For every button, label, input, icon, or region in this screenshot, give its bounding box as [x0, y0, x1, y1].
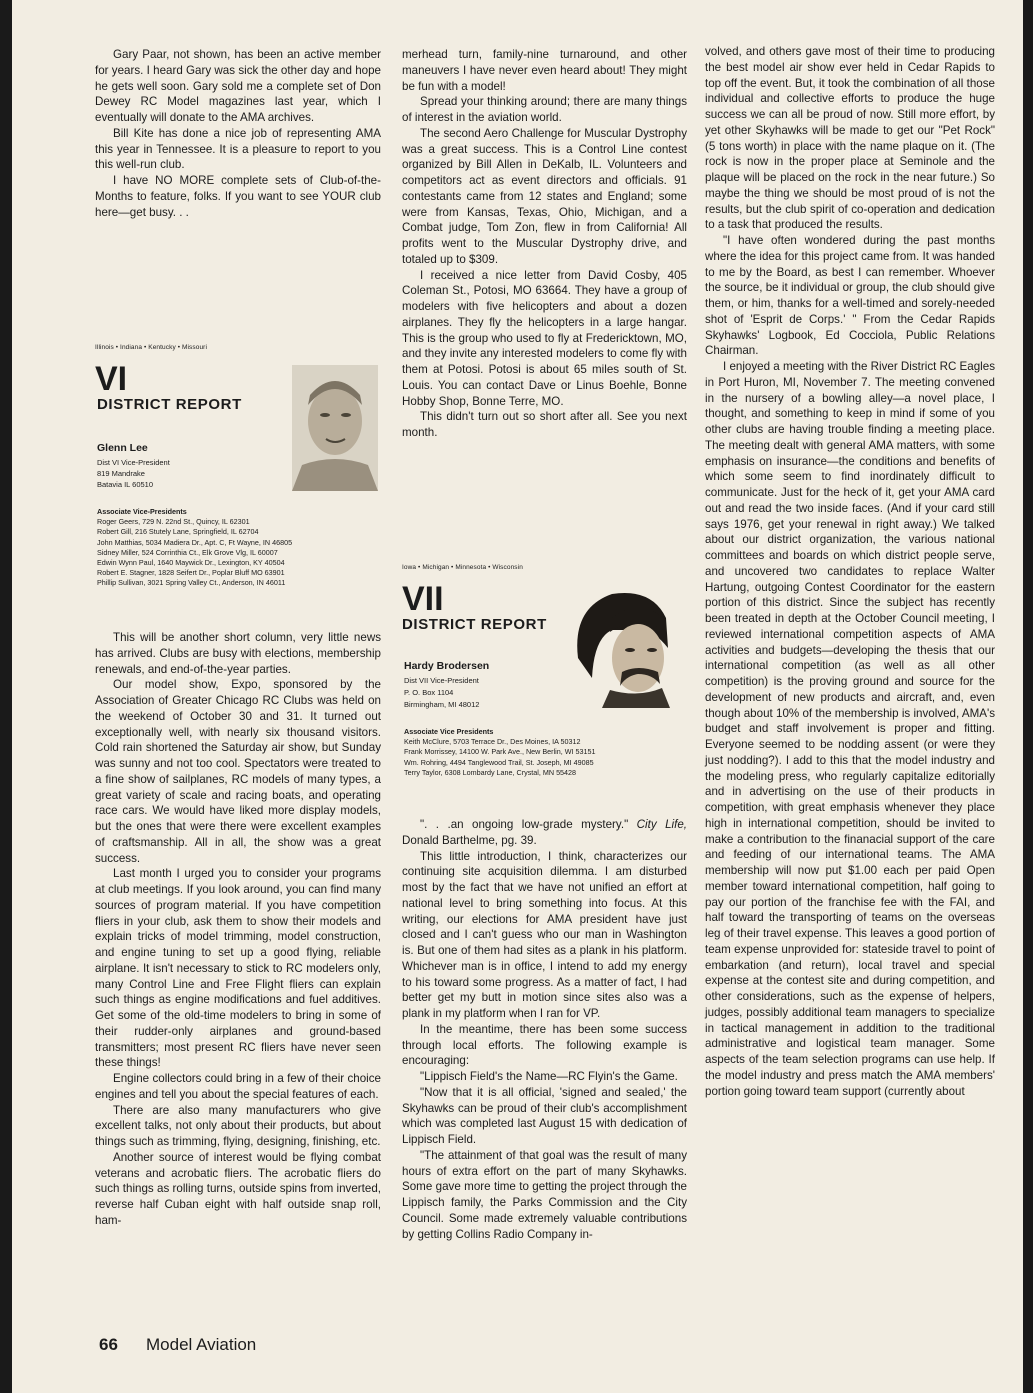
associate-line: John Matthias, 5034 Madiera Dr., Apt. C, Ft Wayne, IN 46805: [97, 537, 293, 547]
paragraph: "Lippisch Field's the Name—RC Flyin's the Game.: [420, 1070, 678, 1083]
district-6-vp-address1: 819 Mandrake: [97, 469, 145, 478]
associates-heading: Associate Vice Presidents: [404, 727, 494, 736]
paragraph: There are also many manufacturers who give excellent talks, not only about their products, but about things such as trimming, flying, designing, finishing, etc.: [95, 1103, 381, 1148]
district-6-vp-address2: Batavia IL 60510: [97, 480, 154, 489]
column-1-bottom: [95, 630, 381, 1229]
district-6-vp-photo: [292, 365, 378, 491]
district-7-vp-address1: P. O. Box 1104: [404, 688, 454, 697]
district-6-associates: [97, 507, 292, 589]
associate-line: Edwin Wynn Paul, 1640 Maywick Dr., Lexington, KY 40504: [97, 558, 285, 568]
district-6-numeral: VI: [95, 360, 128, 398]
paragraph: In the meantime, there has been some success through local efforts. The following example is encouraging:: [402, 1022, 687, 1068]
district-7-numeral: VII: [402, 580, 444, 618]
epigraph-quote: ". . .an ongoing low-grade mystery.": [420, 818, 629, 831]
paragraph: The second Aero Challenge for Muscular Dystrophy was a great success. This is a Control Line contest organized by Bill Allen in DeKalb, IL. Volunteers and competitors act as event directors and officials. 91 contestants came from 12 states and England; some were from Kansas, Texas, Ohio, Michigan, and a Combat judge, Tom Zon, flew in from California! All profits went to the Muscular Dystrophy drive, and totaled up to $309.: [402, 126, 687, 266]
associate-line: Roger Geers, 729 N. 22nd St., Quincy, IL 62301: [97, 517, 250, 527]
district-6-states: Illinois • Indiana • Kentucky • Missouri: [95, 344, 207, 351]
epigraph-source-title: City Life,: [636, 818, 687, 831]
epigraph: [402, 817, 687, 849]
epigraph-source: Donald Barthelme, pg. 39.: [402, 833, 537, 847]
paragraph: volved, and others gave most of their time to producing the best model air show ever held in Cedar Rapids to top off the event. But, it took the combination of all those individual and collective efforts to produce the huge success we can all be proud of now. Still more effort, by yet other Skyhawks will be made to get our "Pet Rock" (5 tons worth) in place with the name plaque on it. (The rock is now in the proper place at Seminole and the plaque will be placed on the rock in the near future.) So maybe the thing we should be most proud of is not the results, but the club spirit of co-operation and dedication to a task that produced the results.: [705, 45, 995, 232]
column-1-top: [95, 47, 381, 220]
associate-line: Terry Taylor, 6308 Lombardy Lane, Crystal, MN 55428: [404, 767, 577, 777]
associate-line: Sidney Miller, 524 Corrinthia Ct., Elk Grove Vlg, IL 60007: [97, 547, 278, 557]
paragraph: merhead turn, family-nine turnaround, and other maneuvers I have never even heard about! They might be fun with a model!: [402, 48, 687, 93]
paragraph: "I have often wondered during the past months where the idea for this project came from. It was handed to me by the Board, as best I can remember. Whoever the source, be it individual or group, the club should give them, or him, thanks for a well-timed and sorely-needed shot of 'Esprit de Corps.' " From the Cedar Rapids Skyhawks' Logbook, Ed Cocciola, Public Relations Chairman.: [705, 234, 995, 358]
district-6-vp-name: Glenn Lee: [97, 442, 148, 454]
column-2-top: [402, 47, 687, 441]
paragraph: Last month I urged you to consider your programs at club meetings. If you look around, you can find many sources of program material. If you have competition fliers in your club, ask them to show their models and explain tricks of model trimming, model construction, and engine tuning to set up a good flying, reliable airplane. It isn't necessary to stick to RC modelers only, many Control Line and Free Flight fliers can explain such things as engine modifications and fuel additives. Get some of the old-time modelers to bring in some of their rudder-only airplanes and ground-based transmitters; most present RC fliers have never seen these things!: [95, 867, 381, 1070]
district-7-vp-photo: [572, 588, 672, 708]
district-7-associates: [404, 727, 595, 778]
magazine-title: Model Aviation: [146, 1335, 257, 1354]
paragraph: This little introduction, I think, characterizes our continuing site acquisition dilemma. I am disturbed most by the fact that we have not unified an effort at national level to bring something into focus. At this writing, our elections for AMA president have just closed and I can't guess who our man in Washington is. But one of them had sites as a plank in his platform. Whichever man is in office, I intend to add my energy to his toward some progress. As a matter of fact, I had better get my butt in motion since sites also was a plank in my platform when I ran for VP.: [402, 849, 687, 1020]
district-7-vp-address2: Birmingham, MI 48012: [404, 700, 480, 709]
district-7-title: DISTRICT REPORT: [402, 616, 547, 633]
paragraph: I received a nice letter from David Cosby, 405 Coleman St., Potosi, MO 63664. They have a group of modelers with five helicopters and about a dozen airplanes. They fly the helicopters in a large hangar. This is the group who used to fly at Fredericktown, MO, and they invite any interested modelers to come fly with them at Potosi. Potosi is about 65 miles south of St. Louis. You can contact Dave or Linus Boehle, Bonne Hobby Shop, Bonne Terre, MO.: [402, 268, 687, 408]
associate-line: Robert E. Stagner, 1828 Seifert Dr., Poplar Bluff MO 63901: [97, 568, 285, 578]
district-6-vp-title: Dist VI Vice-President: [97, 458, 170, 467]
district-7-states: Iowa • Michigan • Minnesota • Wisconsin: [402, 564, 523, 571]
paragraph: Bill Kite has done a nice job of representing AMA this year in Tennessee. It is a pleasure to report to you this well-run club.: [95, 126, 381, 172]
paragraph: I have NO MORE complete sets of Club-of-the-Months to feature, folks. If you want to see YOUR club here—get busy. . .: [95, 174, 381, 219]
paragraph: Our model show, Expo, sponsored by the Association of Greater Chicago RC Clubs was held on the weekend of October 30 and 31. It turned out exceptionally well, with nearly six thousand visitors. Cold rain shortened the Saturday air show, but Sunday was sunny and not too cool. Spectators were treated to a fine show of sailplanes, RC models of many types, a great variety of scale and racing boats, and operating race cars. We would have liked more display models, but the ones that were there were excellent examples of craftsmanship. All in all, the show was a great success.: [95, 678, 381, 865]
district-7-vp-title: Dist VII Vice-President: [404, 676, 479, 685]
column-3: [705, 44, 995, 1099]
paragraph: Gary Paar, not shown, has been an active member for years. I heard Gary was sick the other day and hope he gets well soon. Gary sold me a complete set of Don Dewey RC Model magazines last year, which I eventually will donate to the AMA archives.: [95, 48, 381, 124]
associate-line: Phillip Sullivan, 3021 Spring Valley Ct., Anderson, IN 46011: [97, 578, 286, 588]
paragraph: This didn't turn out so short after all. See you next month.: [402, 410, 687, 439]
column-2-bottom: [402, 817, 687, 1242]
magazine-page: [12, 0, 1023, 1393]
associates-heading: Associate Vice-Presidents: [97, 507, 187, 516]
associate-line: Frank Morrissey, 14100 W. Park Ave., New Berlin, WI 53151: [404, 747, 596, 757]
associate-line: Wm. Rohring, 4494 Tanglewood Trail, St. Joseph, MI 49085: [404, 757, 594, 767]
paragraph: Engine collectors could bring in a few of their choice engines and tell you about the special features of each.: [95, 1072, 381, 1101]
paragraph: "Now that it is all official, 'signed and sealed,' the Skyhawks can be proud of their club's accomplishment which was completed last August 15 with dedication of Lippisch Field.: [402, 1085, 687, 1146]
district-7-vp-name: Hardy Brodersen: [404, 660, 490, 672]
associate-line: Keith McClure, 5703 Terrace Dr., Des Moines, IA 50312: [404, 737, 581, 747]
page-number: 66: [99, 1335, 118, 1354]
paragraph: This will be another short column, very little news has arrived. Clubs are busy with elections, membership renewals, and end-of-the-year parties.: [95, 631, 381, 676]
district-6-title: DISTRICT REPORT: [97, 396, 242, 413]
associate-line: Robert Gill, 216 Stutely Lane, Springfield, IL 62704: [97, 527, 259, 537]
paragraph: Spread your thinking around; there are many things of interest in the aviation world.: [402, 95, 687, 124]
paragraph: Another source of interest would be flying combat veterans and acrobatic fliers. The acrobatic fliers do such things as rolling turns, outside spins from inverted, reverse half Cuban eight with half outside snap roll, ham-: [95, 1150, 381, 1227]
paragraph: I enjoyed a meeting with the River District RC Eagles in Port Huron, MI, November 7. The meeting convened in the nursery of a bowling alley—a novel place, I thought, and something to keep in mind if some of you other clubs are having trouble finding a meeting place. The meeting dealt with general AMA matters, with some emphasis on insurance—the conditions and benefits of which some seem to find inordinately difficult to communicate. Just for the heck of it, get your AMA card out and read the two inside faces. (And if your card still says 1976, get your renewal in right away.) We talked about our district organization, the various national committees and boards on which district people serve, and uncovered two candidates to replace Walter Hartung, outgoing Contest Coordinator for the eastern portion of this district. Since the subject has recently been treated in depth at the October Council meeting, I reviewed international competition aspects of AMA activities and budgets—developing the thesis that our international competition (as well as all other competition) is the proving ground and source for the development of new products and aircraft, and, even though about 10% of the membership is involved, AMA's budget and staff involvement is proper and fitting. Everyone seemed to be nodding assent (or were they just nodding?). I add to this that the model industry and the modeling press, who regularly capitalize editorially and in advertising on the use of their products in competition, with great emphasis whenever they place high in international competition, should be invited to make a contribution to the finanacial support of the care and feeding of our international teams. The AMA membership will now put $1.00 each per paid Open member toward international competition, half going to pay our portion of the franchise fee with the FAI, and half toward the transporting of teams on the overseas leg of their travel expense. This leaves a good portion of team expense unprovided for: stateside travel to point of embarkation (and return), local travel and special expense at the contest site and during competition, and other considerations, such as the expense of helpers, judges, possibly additional team managers to specialize in tactical management in addition to the traditional administrative and logistical team manager. Some aspects of the team selection programs can use help. If the model industry and press match the AMA members' portion going toward team support (currently about: [705, 360, 995, 1098]
paragraph: "The attainment of that goal was the result of many hours of extra effort on the part of many Skyhawks. Some gave more time to getting the project through the Lippisch family, the Parks Commission and the City Council. Some made extremely valuable contributions by getting Collins Radio Company in-: [402, 1148, 687, 1241]
